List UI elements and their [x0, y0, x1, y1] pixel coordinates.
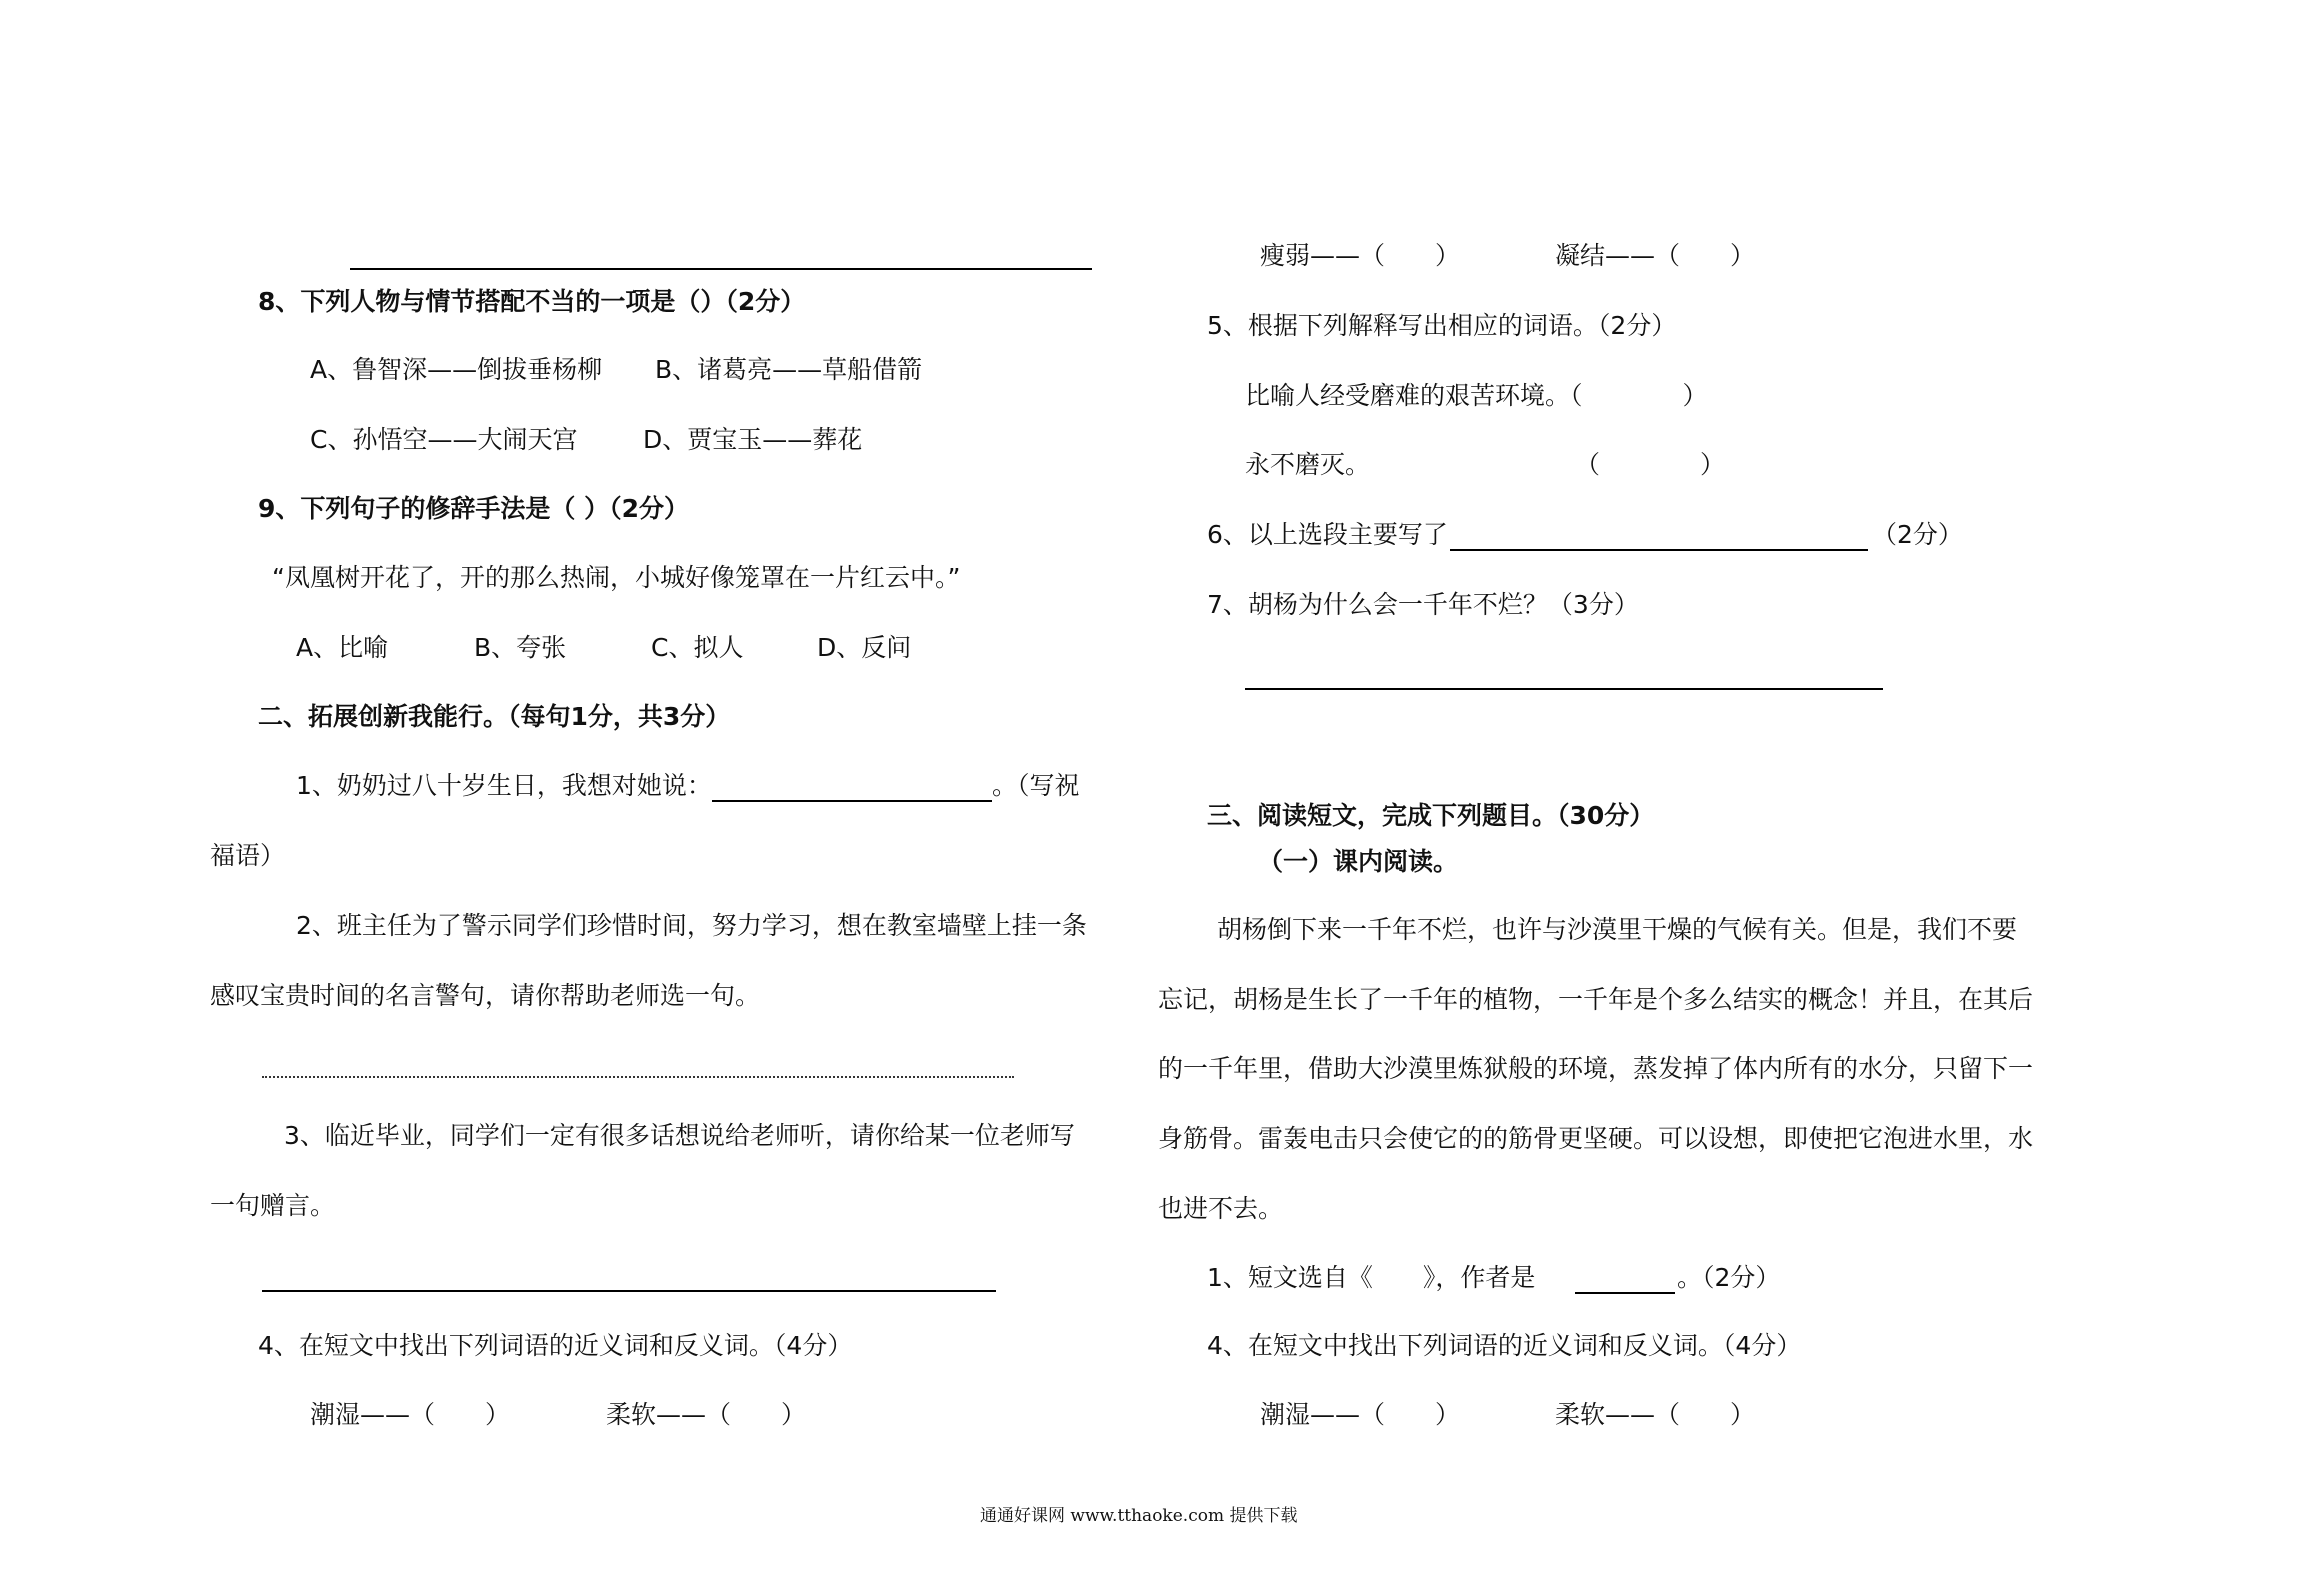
footer-source: 通通好课网 www.tthaoke.com 提供下载	[980, 1506, 1298, 1526]
passage-line-5: 也进不去。	[1158, 1194, 1284, 1223]
passage-line-2: 忘记，胡杨是生长了一千年的植物，一千年是个多么结实的概念！并且，在其后	[1158, 985, 2034, 1014]
q7-text: 7、胡杨为什么会一千年不烂？（3分）	[1207, 590, 1639, 619]
item1-answer-line[interactable]	[712, 800, 992, 802]
item2-answer-line[interactable]	[262, 1076, 1014, 1078]
passage-line-3: 的一千年里，借助大沙漠里炼狱般的环境，蒸发掉了体内所有的水分，只留下一	[1158, 1054, 2034, 1083]
item4-text: 4、在短文中找出下列词语的近义词和反义词。（4分）	[258, 1331, 853, 1360]
q9-option-a: A、比喻	[296, 633, 389, 662]
item3-text: 3、临近毕业，同学们一定有很多话想说给老师听，请你给某一位老师写	[284, 1121, 1075, 1150]
q8-option-b: B、诸葛亮——草船借箭	[655, 355, 923, 384]
r-q1-author-line[interactable]	[1575, 1292, 1675, 1294]
q8-title: 8、下列人物与情节搭配不当的一项是（）（2分）	[258, 287, 806, 316]
q6-text: 6、以上选段主要写了	[1207, 520, 1448, 549]
word-pair-2: 柔软——（ ）	[606, 1400, 807, 1429]
q5-item-a: 比喻人经受磨难的艰苦环境。（ ）	[1245, 381, 1708, 410]
word-pair-top-2: 凝结——（ ）	[1555, 241, 1756, 270]
q9-option-c: C、拟人	[651, 633, 744, 662]
q8-option-a: A、鲁智深——倒拔垂杨柳	[310, 355, 603, 384]
item3-answer-line[interactable]	[262, 1290, 996, 1292]
q5-item-b-paren: （ ）	[1575, 450, 1726, 479]
r-q1-end: 。（2分）	[1677, 1263, 1781, 1292]
r-word-pair-2: 柔软——（ ）	[1555, 1400, 1756, 1429]
item2-text-line2: 感叹宝贵时间的名言警句，请你帮助老师选一句。	[210, 981, 761, 1010]
passage-line-1: 胡杨倒下来一千年不烂，也许与沙漠里干燥的气候有关。但是，我们不要	[1217, 915, 2018, 944]
item1-end: 。（写祝	[992, 771, 1080, 800]
passage-line-4: 身筋骨。雷轰电击只会使它的的筋骨更坚硬。可以设想，即使把它泡进水里，水	[1158, 1124, 2034, 1153]
answer-line-top-left[interactable]	[350, 268, 1092, 270]
q9-option-d: D、反问	[817, 633, 912, 662]
q9-title: 9、下列句子的修辞手法是（ ）（2分）	[258, 494, 689, 523]
q6-score: （2分）	[1872, 520, 1963, 549]
q6-answer-line[interactable]	[1450, 549, 1868, 551]
q5-item-b-label: 永不磨灭。	[1245, 450, 1371, 479]
item3-text-line2: 一句赠言。	[210, 1191, 336, 1220]
q5-title: 5、根据下列解释写出相应的词语。（2分）	[1207, 311, 1677, 340]
item1-text-line2: 福语）	[210, 841, 286, 870]
q8-option-c: C、孙悟空——大闹天宫	[310, 425, 578, 454]
r-q4-text: 4、在短文中找出下列词语的近义词和反义词。（4分）	[1207, 1331, 1802, 1360]
subsection-title: （一）课内阅读。	[1258, 847, 1459, 876]
q8-option-d: D、贾宝玉——葬花	[643, 425, 863, 454]
section2-title: 二、拓展创新我能行。（每句1分，共3分）	[258, 702, 731, 731]
word-pair-1: 潮湿——（ ）	[310, 1400, 511, 1429]
q9-sentence: “凤凰树开花了，开的那么热闹，小城好像笼罩在一片红云中。”	[272, 563, 961, 592]
word-pair-top-1: 瘦弱——（ ）	[1260, 241, 1461, 270]
section3-title: 三、阅读短文，完成下列题目。（30分）	[1207, 801, 1655, 830]
item1-text: 1、奶奶过八十岁生日，我想对她说：	[296, 771, 712, 800]
r-word-pair-1: 潮湿——（ ）	[1260, 1400, 1461, 1429]
q7-answer-line[interactable]	[1245, 688, 1883, 690]
r-q1-text: 1、短文选自《 》，作者是	[1207, 1263, 1536, 1292]
q9-option-b: B、夸张	[474, 633, 567, 662]
item2-text: 2、班主任为了警示同学们珍惜时间，努力学习，想在教室墙壁上挂一条	[296, 911, 1087, 940]
